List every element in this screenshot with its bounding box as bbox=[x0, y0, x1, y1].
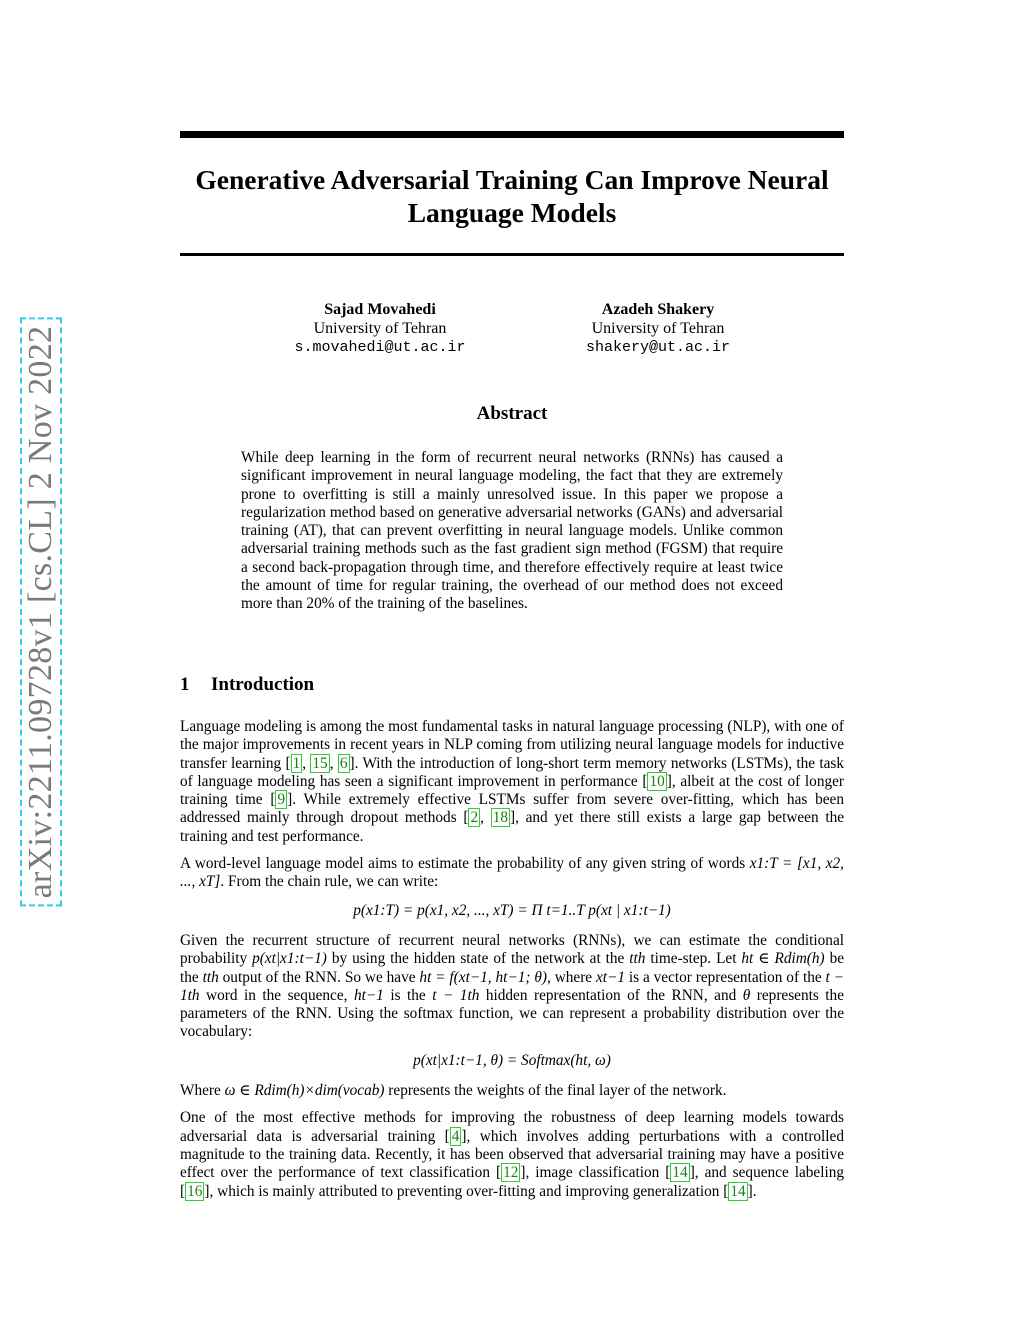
author-affiliation: University of Tehran bbox=[313, 320, 447, 337]
citation-link[interactable]: 18 bbox=[492, 809, 508, 827]
citation-link[interactable]: 9 bbox=[277, 791, 286, 809]
author-block-2 bbox=[528, 300, 788, 357]
paragraph-2: A word-level language model aims to estimate the probability of any given string of words x1:T = [x1, x2, ..., xT]. From the chain rule, we can write: bbox=[180, 855, 844, 891]
citation-link[interactable]: 14 bbox=[672, 1164, 688, 1182]
citation-link[interactable]: 1 bbox=[292, 754, 301, 772]
abstract-text: While deep learning in the form of recurrent neural networks (RNNs) has caused a significant improvement in neural language modeling, the fact that they are extremely prone to overfitting is still a mainly unresolved issue. In this paper we propose a regularization method based on generative adversarial networks (GANs) and adversarial training (AT), that can prevent overfitting in neural language models. Unlike common adversarial training methods such as the fast gradient sign method (FGSM) that require a second back-propagation through time, and therefore effectively require at least twice the amount of time for regular training, the overhead of our method does not exceed more than 20% of the training of the baselines. bbox=[241, 449, 783, 613]
citation-link[interactable]: 6 bbox=[339, 754, 348, 772]
citation-link[interactable]: 2 bbox=[470, 809, 479, 827]
paragraph-5: One of the most effective methods for improving the robustness of deep learning models towards adversarial data is adversarial training [ 4 ], which involves adding perturbations with a controlled magnitude to the training data. Recently, it has been observed that adversarial training may have a positive effect over the performance of text classification [ 12 ], image classification [ 14 ], and sequence labeling [ 16 ], which is mainly attributed to preventing over-fitting and improving generalization [ 14 ]. bbox=[180, 1109, 844, 1200]
paper-title-line-2: Language Models bbox=[407, 197, 617, 228]
section-title: Introduction bbox=[211, 674, 315, 695]
author-email[interactable]: s.movahedi@ut.ac.ir bbox=[294, 339, 466, 356]
paragraph-1: Language modeling is among the most fundamental tasks in natural language processing (NLP), with one of the major improvements in recent years in NLP coming from utilizing neural language models for inductive transfer learning [ 1 , 15 , 6 ]. With the introduction of long-short term memory networks (LSTMs), the task of language modeling has seen a significant improvement in performance [ 10 ], albeit at the cost of longer training time [ 9 ]. While extremely effective LSTMs suffer from severe over-fitting, which has been addressed mainly through dropout methods [ 2 , 18 ], and yet there still exists a large gap between the training and test performance. bbox=[180, 718, 845, 845]
abstract-heading: Abstract bbox=[476, 403, 548, 424]
arxiv-identifier-text: arXiv:2211.09728v1 [cs.CL] 2 Nov 2022 bbox=[20, 318, 62, 907]
title-top-rule bbox=[180, 131, 844, 138]
citation-link[interactable]: 10 bbox=[649, 772, 665, 790]
author-affiliation: University of Tehran bbox=[591, 320, 725, 337]
equation-chain-rule: p(x1:T) = p(x1, x2, ..., xT) = Π t=1..T p(xt | x1:t−1) bbox=[353, 901, 671, 919]
introduction-body bbox=[180, 718, 844, 1210]
paper-title-line-1: Generative Adversarial Training Can Improve Neural bbox=[195, 164, 829, 195]
citation-link[interactable]: 12 bbox=[503, 1164, 519, 1182]
section-heading-introduction bbox=[180, 674, 314, 696]
citation-link[interactable]: 15 bbox=[312, 754, 328, 772]
section-number: 1 bbox=[180, 674, 190, 695]
math-inline: x1:T = [x1, x2, ..., xT] bbox=[180, 855, 844, 891]
paragraph-4: Where ω ∈ Rdim(h)×dim(vocab) represents the weights of the final layer of the network. bbox=[180, 1082, 727, 1100]
author-name: Azadeh Shakery bbox=[601, 301, 715, 318]
paper-title bbox=[180, 163, 844, 229]
citation-link[interactable]: 16 bbox=[187, 1182, 203, 1200]
citation-link[interactable]: 4 bbox=[451, 1127, 460, 1145]
citation-link[interactable]: 14 bbox=[730, 1182, 746, 1200]
paragraph-3: Given the recurrent structure of recurrent neural networks (RNNs), we can estimate the conditional probability p(xt|x1:t−1) by using the hidden state of the network at the tth time-step. Let ht ∈ Rdim(h) be the tth output of the RNN. So we have ht = f(xt−1, ht−1; θ), where xt−1 is a vector representation of the t − 1th word in the sequence, ht−1 is the t − 1th hidden representation of the RNN, and θ represents the parameters of the RNN. Using the softmax function, we can represent a probability distribution over the vocabulary: bbox=[180, 931, 845, 1041]
equation-softmax: p(xt|x1:t−1, θ) = Softmax(ht, ω) bbox=[413, 1051, 611, 1069]
arxiv-identifier-stamp[interactable] bbox=[16, 322, 66, 902]
title-bottom-rule bbox=[180, 253, 844, 256]
author-name: Sajad Movahedi bbox=[324, 301, 436, 318]
author-block-1 bbox=[250, 300, 510, 357]
author-email[interactable]: shakery@ut.ac.ir bbox=[585, 339, 731, 356]
